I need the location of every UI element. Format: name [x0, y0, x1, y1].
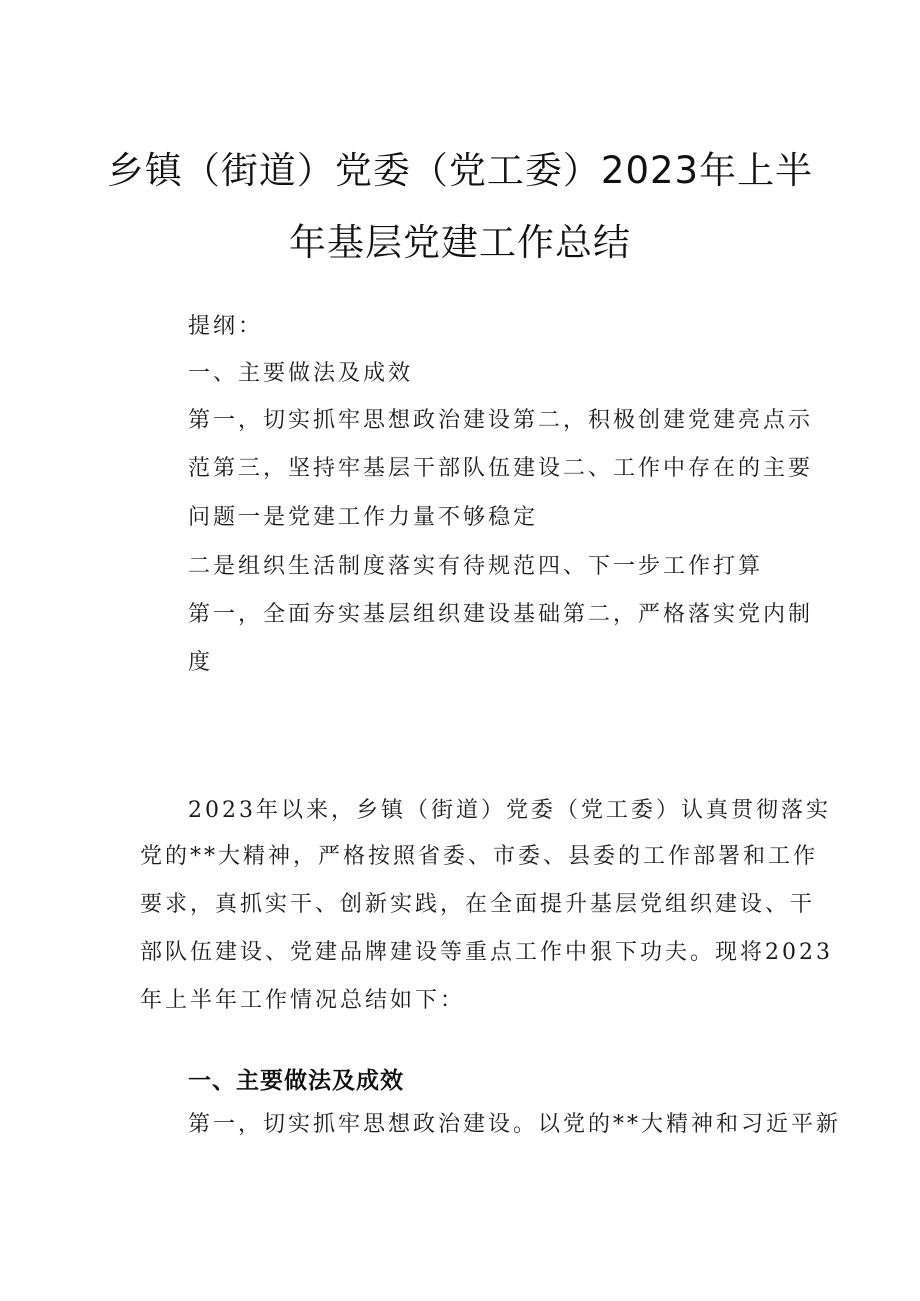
intro-paragraph-line: 2023年以来，乡镇（街道）党委（党工委）认真贯彻落实	[188, 798, 831, 823]
outline-line: 第一，切实抓牢思想政治建设第二，积极创建党建亮点示	[188, 408, 814, 433]
outline-label: 提纲：	[188, 314, 264, 339]
intro-paragraph-line: 年上半年工作情况总结如下：	[140, 988, 466, 1013]
document-title-line-1: 乡镇（街道）党委（党工委）2023年上半	[106, 149, 814, 192]
outline-line: 问题一是党建工作力量不够稳定	[188, 505, 539, 530]
document-title-line-2: 年基层党建工作总结	[289, 221, 631, 264]
section-paragraph-line: 第一，切实抓牢思想政治建设。以党的**大精神和习近平新	[188, 1112, 842, 1137]
outline-line: 第一，全面夯实基层组织建设基础第二，严格落实党内制	[188, 602, 814, 627]
outline-line: 范第三，坚持牢基层干部队伍建设二、工作中存在的主要	[188, 456, 814, 481]
intro-paragraph-line: 党的**大精神，严格按照省委、市委、县委的工作部署和工作	[140, 844, 819, 869]
outline-line: 度	[188, 650, 214, 675]
intro-paragraph-line: 部队伍建设、党建品牌建设等重点工作中狠下功夫。现将2023	[140, 940, 833, 965]
outline-line: 一、主要做法及成效	[188, 361, 414, 386]
section-heading: 一、主要做法及成效	[188, 1068, 404, 1094]
outline-line: 二是组织生活制度落实有待规范四、下一步工作打算	[188, 554, 764, 579]
intro-paragraph-line: 要求，真抓实干、创新实践，在全面提升基层党组织建设、干	[140, 892, 816, 917]
